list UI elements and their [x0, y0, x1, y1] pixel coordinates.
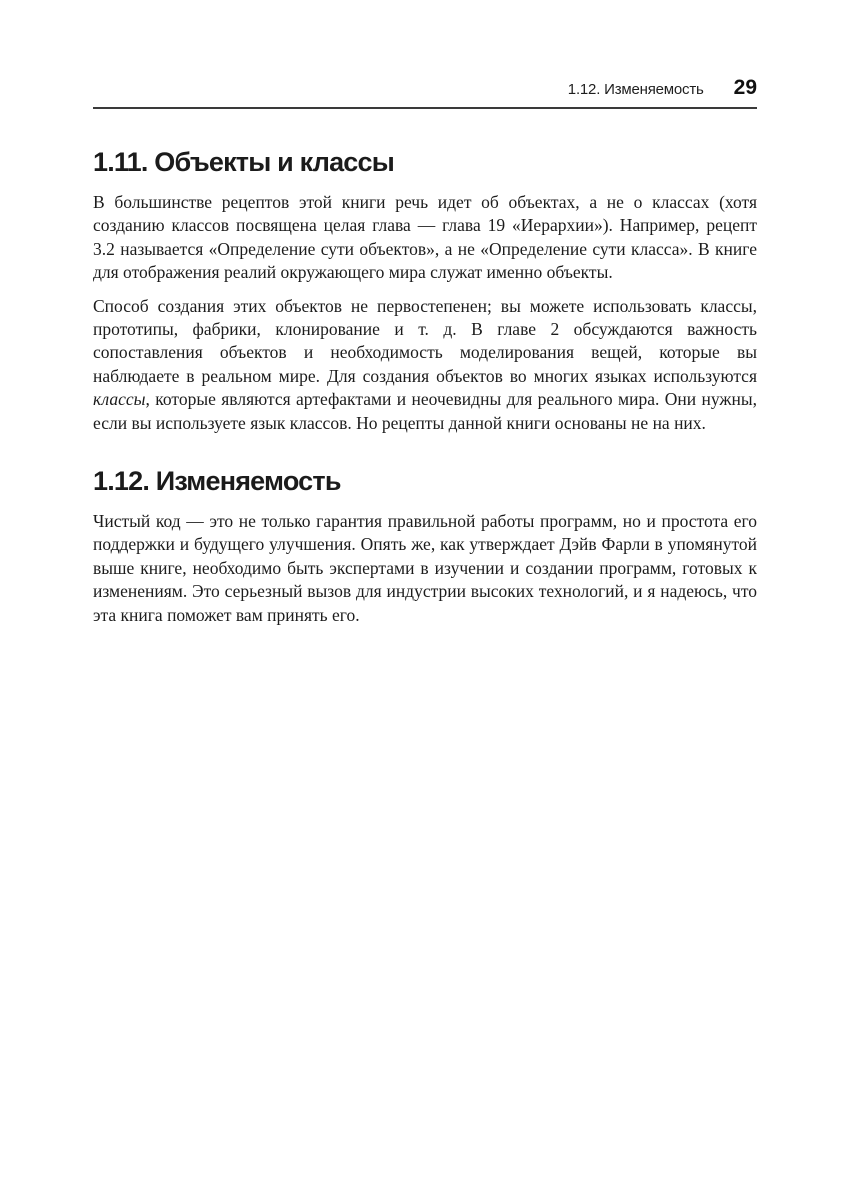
section-heading-1-11: 1.11. Объекты и классы [93, 147, 394, 177]
running-header [93, 0, 757, 100]
page-number: 29 [733, 76, 757, 99]
header-rule [93, 107, 757, 109]
section-heading-1-12: 1.12. Изменяемость [93, 466, 341, 497]
paragraph-mutability-1: Чистый код — это не только гарантия правильной работы программ, но и простота его поддержки и будущего улучшения. Опять же, как утверждает Дэйв Фарли в упомянутой выше книге, необходимо быть экспертами в изучении и создании программ, готовых к изменениям. Это серьезный вызов для индустрии высоких технологий, и я надеюсь, что эта книга поможет вам принять его. [93, 511, 757, 625]
running-header-title: 1.12. Изменяемость [567, 81, 704, 98]
page-content [93, 0, 757, 637]
paragraph-objects-1: В большинстве рецептов этой книги речь идет об объектах, а не о классах (хотя созданию классов посвящена целая глава — глава 19 «Иерархии»). Например, рецепт 3.2 называется «Определение сути объектов», а не «Определение сути класса». В книге для отображения реалий окружающего мира служат именно объекты. [93, 192, 757, 283]
paragraph-objects-2-italic-word: классы [93, 389, 146, 410]
paragraph-objects-2-after: , которые являются артефактами и неочевидны для реального мира. Они нужны, если вы используете язык классов. Но рецепты данной книги основаны не на них. [93, 389, 757, 433]
paragraph-objects-2-before: Способ создания этих объектов не первостепенен; вы можете использовать классы, прототипы, фабрики, клонирование и т. д. В главе 2 обсуждаются важность сопоставления объектов и необходимость моделирования вещей, которые вы наблюдаете в реальном мире. Для создания объектов во многих языках используются [93, 295, 757, 386]
paragraph-objects-2 [93, 295, 757, 435]
